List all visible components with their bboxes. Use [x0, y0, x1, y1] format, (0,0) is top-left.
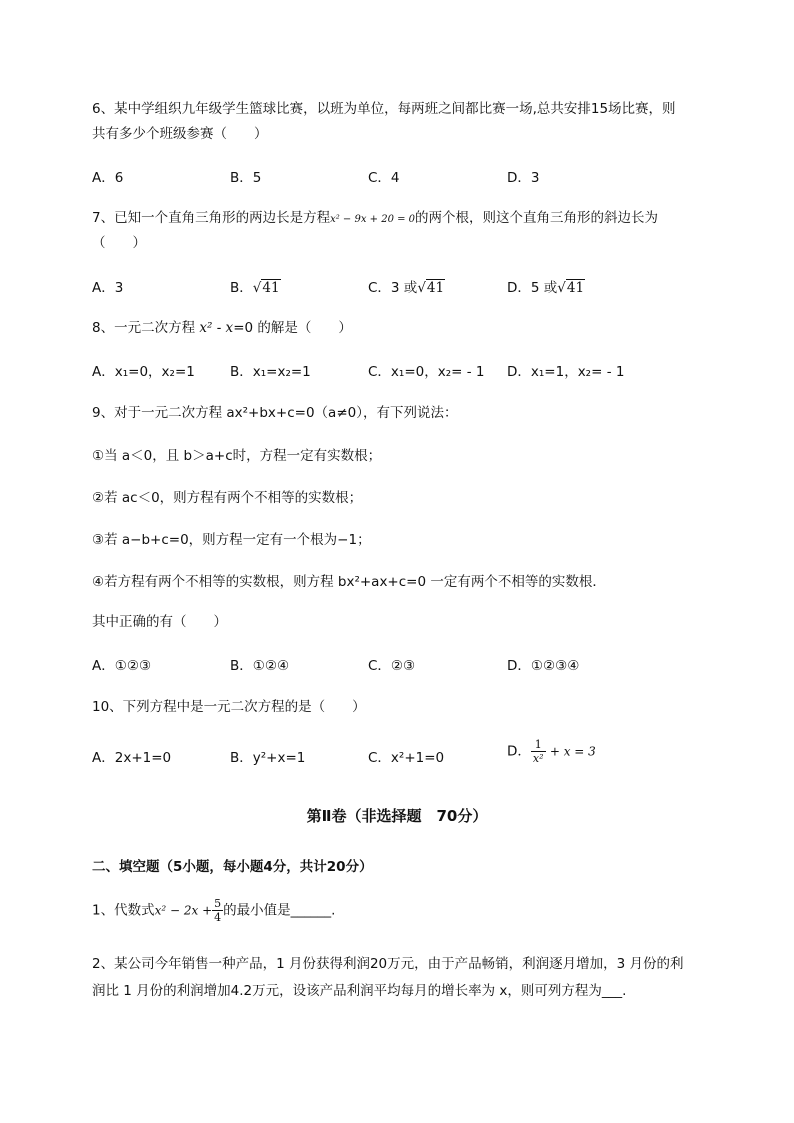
q9-option-a[interactable]: A．①②③ [92, 658, 152, 674]
q8-prefix: 8、一元二次方程 [92, 320, 196, 336]
q7-prefix: 7、已知一个直角三角形的两边长是方程 [92, 210, 331, 226]
sqrt-icon: √41 [557, 280, 585, 296]
q8-equation: x² - x [199, 320, 234, 336]
q10-option-b[interactable]: B．y²+x=1 [230, 750, 306, 766]
q7-option-c-radicand: 41 [426, 280, 445, 296]
q9-statement-1: ①当 a＜0，且 b＞a+c时，方程一定有实数根； [92, 448, 382, 464]
fill-q1-frac-num: 5 [214, 897, 222, 910]
q8-stem [92, 318, 352, 338]
q8-suffix: =0 的解是（ ） [233, 320, 352, 336]
sqrt-icon: √41 [252, 280, 280, 296]
q7-option-b[interactable] [230, 278, 281, 298]
fill-q1 [92, 897, 335, 924]
q9-statement-4: ④若方程有两个不相等的实数根，则方程 bx²+ax+c=0 一定有两个不相等的实数根． [92, 574, 606, 590]
q9-option-d[interactable]: D．①②③④ [507, 658, 580, 674]
q7-option-b-label: B． [230, 280, 253, 296]
q7-option-d[interactable] [507, 278, 585, 298]
q9-option-c[interactable]: C．②③ [368, 658, 416, 674]
q7-option-d-label: D．5 或 [507, 280, 558, 296]
q6-option-d[interactable]: D．3 [507, 170, 540, 186]
section-2-title: 第Ⅱ卷（非选择题 70分） [306, 807, 488, 825]
fill-q1-prefix: 1、代数式 [92, 902, 155, 919]
q7-stem-line1 [92, 208, 658, 230]
q9-option-b[interactable]: B．①②④ [230, 658, 290, 674]
q7-option-d-radicand: 41 [566, 280, 585, 296]
sqrt-icon: √41 [417, 280, 445, 296]
q8-option-d[interactable]: D．x₁=1，x₂= - 1 [507, 364, 625, 380]
fill-q2-line1: 2、某公司今年销售一种产品，1 月份获得利润20万元，由于产品畅销，利润逐月增加，3 月份的利 [92, 956, 684, 972]
q9-stem: 9、对于一元二次方程 ax²+bx+c=0（a≠0），有下列说法： [92, 405, 458, 421]
q8-option-c[interactable]: C．x₁=0，x₂= - 1 [368, 364, 485, 380]
q8-option-b[interactable]: B．x₁=x₂=1 [230, 364, 311, 380]
fill-q1-suffix: 的最小值是______. [223, 902, 336, 919]
q6-stem-line1: 6、某中学组织九年级学生篮球比赛，以班为单位，每两班之间都比赛一场,总共安排15场比赛，则 [92, 101, 676, 117]
q10-stem: 10、下列方程中是一元二次方程的是（ ） [92, 699, 366, 715]
q7-option-b-radicand: 41 [262, 280, 280, 296]
q7-equation: x² − 9x + 20 = 0 [330, 214, 416, 225]
q7-stem-line2: （ ） [92, 235, 146, 251]
q9-question: 其中正确的有（ ） [92, 614, 227, 630]
fill-blank-heading: 二、填空题（5小题，每小题4分，共计20分） [92, 859, 373, 875]
fill-q1-expr: x² − 2x + [154, 903, 213, 918]
q10-option-d-numerator: 1 [531, 738, 546, 752]
q10-option-d-label: D． [507, 743, 531, 760]
q7-option-c-label: C．3 或 [368, 280, 418, 296]
fill-q1-frac-den: 4 [214, 911, 222, 924]
q7-option-c[interactable] [368, 278, 445, 298]
q9-statement-3: ③若 a−b+c=0，则方程一定有一个根为−1； [92, 532, 371, 548]
q6-stem-line2: 共有多少个班级参赛（ ） [92, 126, 268, 142]
q10-option-d-fraction [531, 738, 546, 765]
q10-option-a[interactable]: A．2x+1=0 [92, 750, 172, 766]
q6-option-c[interactable]: C．4 [368, 170, 400, 186]
fill-q1-fraction [212, 897, 223, 924]
q10-option-c[interactable]: C．x²+1=0 [368, 750, 445, 766]
q7-suffix: 的两个根，则这个直角三角形的斜边长为 [415, 210, 659, 226]
q6-option-a[interactable]: A．6 [92, 170, 124, 186]
q10-option-d[interactable] [507, 738, 596, 765]
fill-q2-line2: 润比 1 月份的利润增加4.2万元，设该产品利润平均每月的增长率为 x，则可列方程为___. [92, 983, 627, 999]
q10-option-d-rest: + x = 3 [549, 744, 596, 759]
q10-option-d-denominator: x² [532, 752, 544, 765]
q8-option-a[interactable]: A．x₁=0，x₂=1 [92, 364, 195, 380]
q9-statement-2: ②若 ac＜0，则方程有两个不相等的实数根； [92, 490, 363, 506]
q7-option-a[interactable]: A．3 [92, 280, 124, 296]
q6-option-b[interactable]: B．5 [230, 170, 262, 186]
